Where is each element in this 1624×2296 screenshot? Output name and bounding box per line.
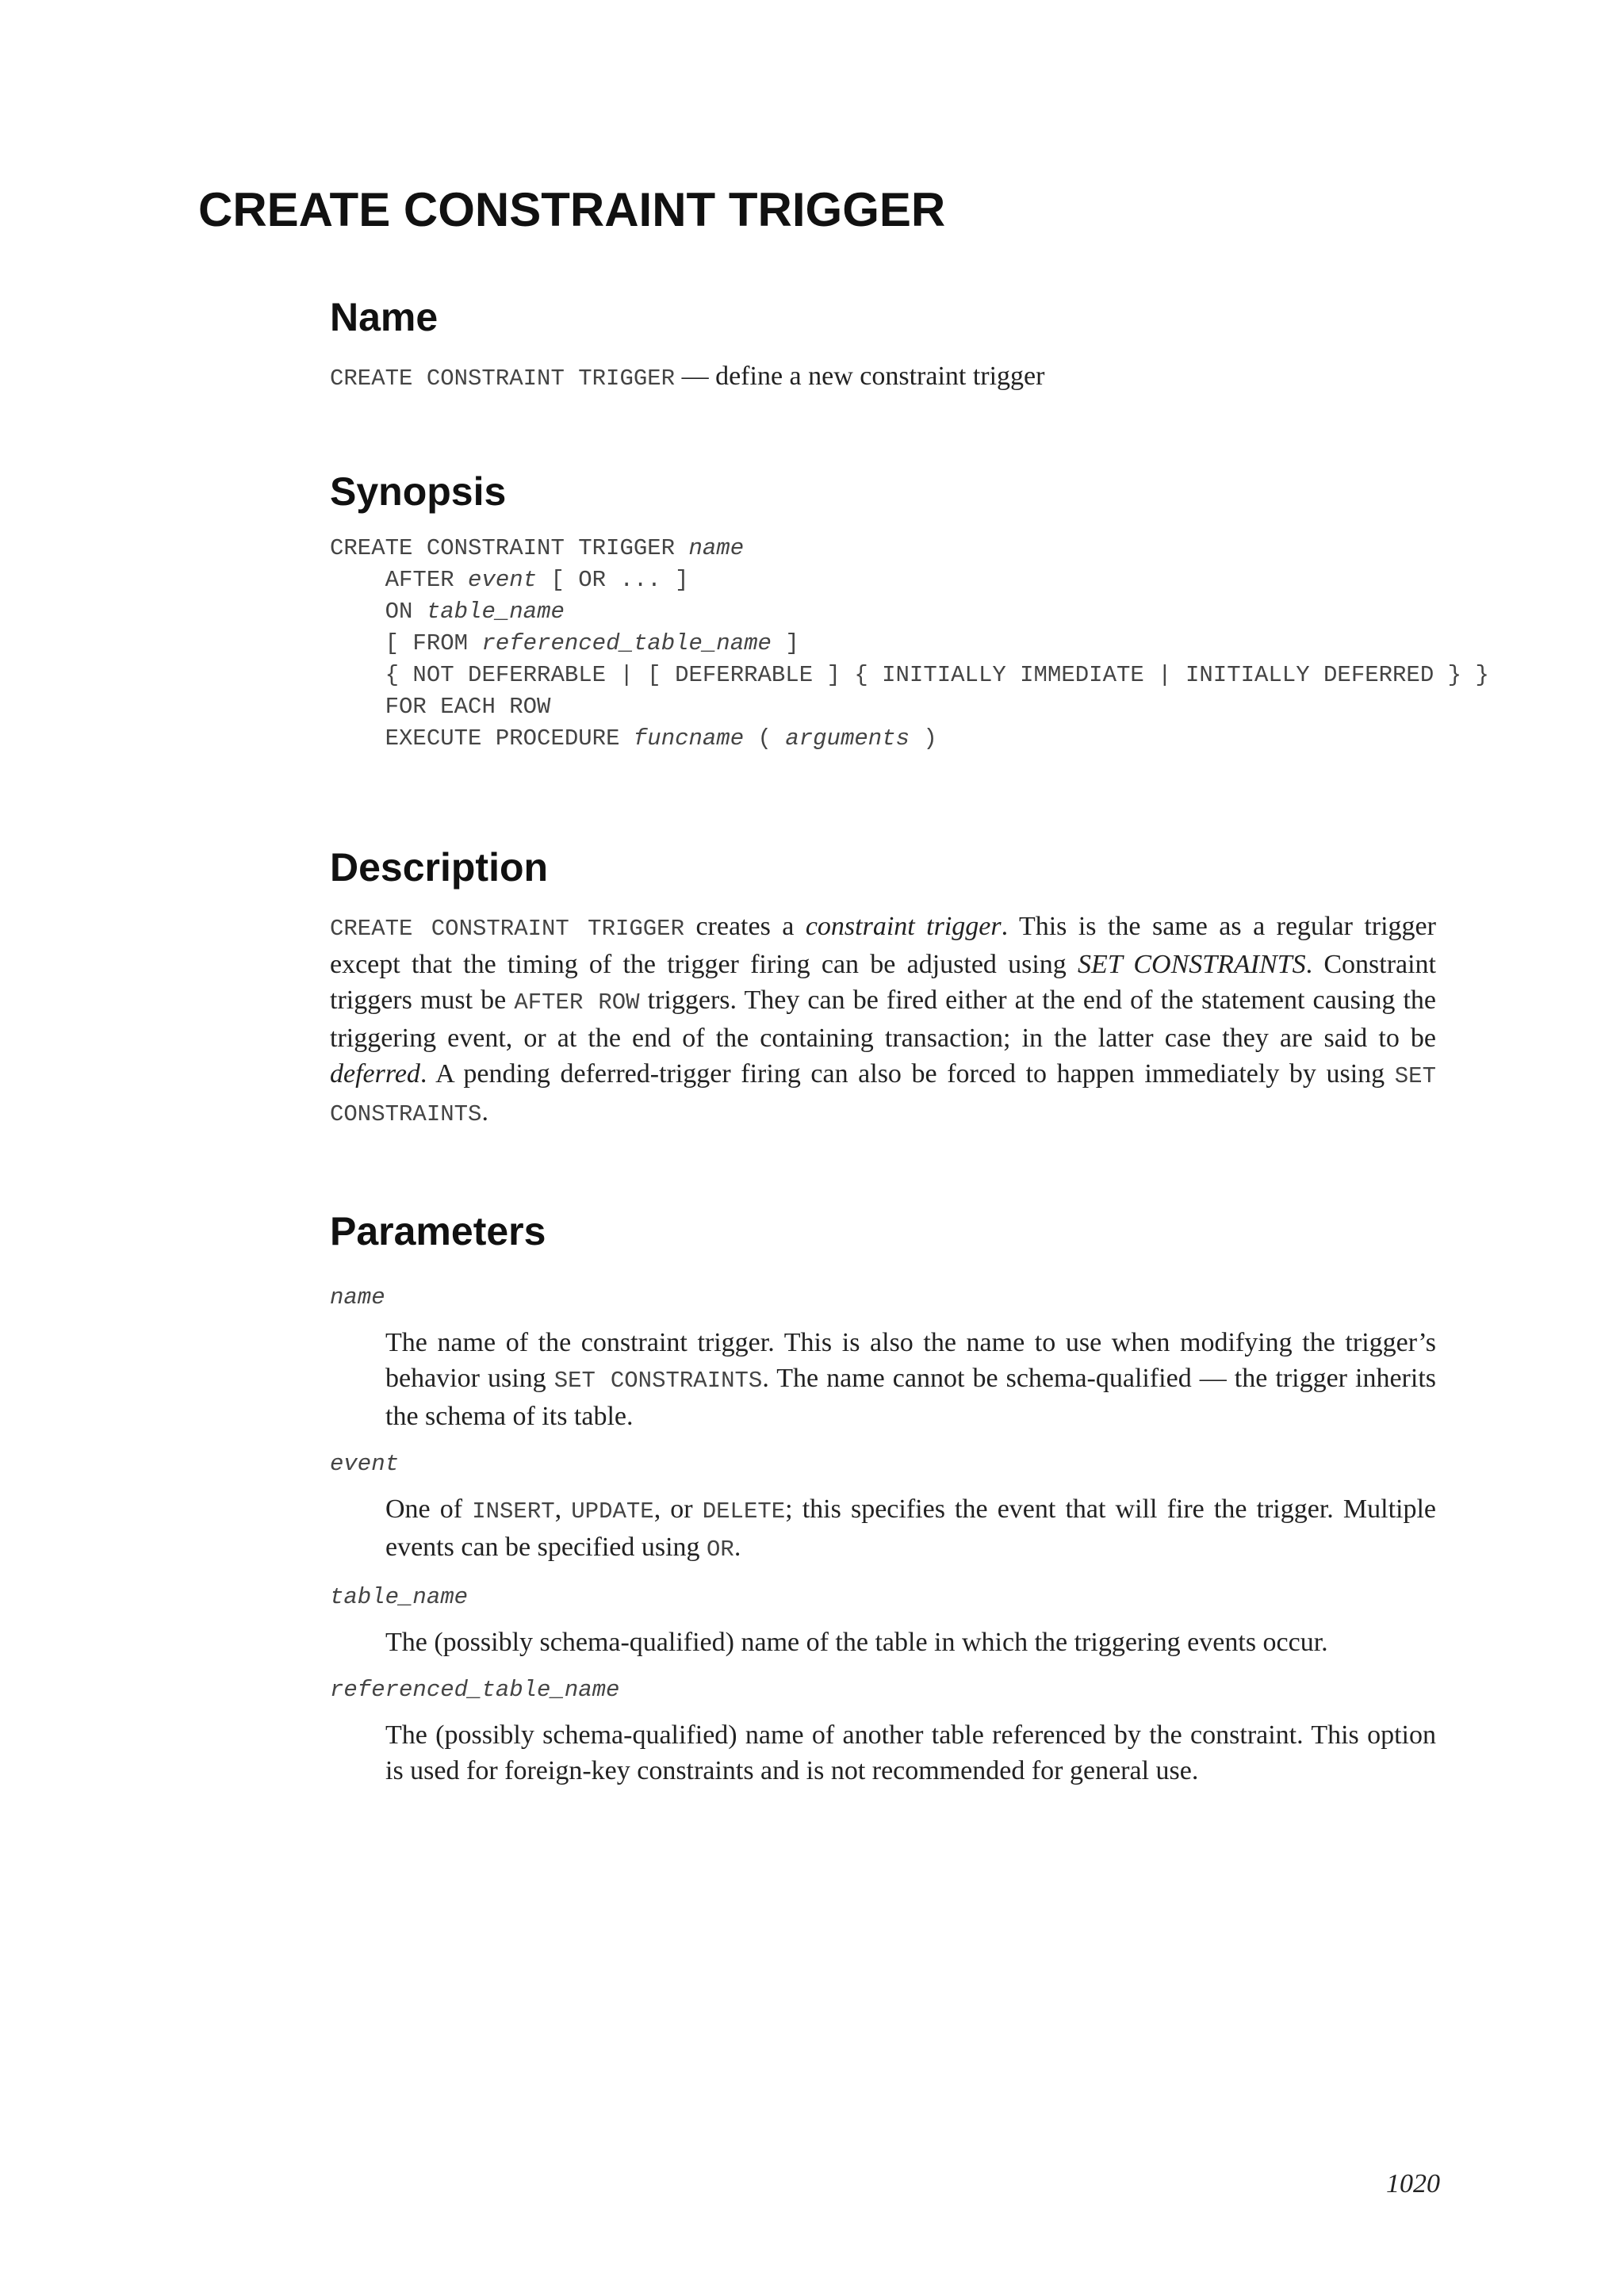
synopsis-line: EXECUTE PROCEDURE funcname ( arguments ) — [385, 725, 937, 752]
synopsis-code — [330, 533, 1489, 755]
param-term-referenced-table-name: referenced_table_name — [330, 1677, 620, 1703]
emphasis: deferred — [330, 1059, 420, 1089]
synopsis-line: AFTER event [ OR ... ] — [385, 567, 689, 593]
parameters-section — [330, 1207, 1440, 1789]
param-desc-name: The name of the constraint trigger. This is also the name to use when modifying the trigger’s behavior using SET CONSTRAINTS. The name cannot be schema-qualified — the trigger inherits the schema of its table. — [385, 1328, 1437, 1431]
inline-code: SET CONSTRAINTS — [330, 1063, 1436, 1127]
synopsis-line: FOR EACH ROW — [385, 694, 551, 720]
synopsis-line: CREATE CONSTRAINT TRIGGER name — [330, 535, 745, 561]
synopsis-line: { NOT DEFERRABLE | [ DEFERRABLE ] { INITIALLY IMMEDIATE | INITIALLY DEFERRED } } — [385, 662, 1489, 688]
inline-code: DELETE — [702, 1498, 786, 1525]
page-number: 1020 — [1386, 2169, 1440, 2198]
parameter-list — [330, 1282, 1440, 1789]
param-term-name: name — [330, 1284, 385, 1311]
name-command: CREATE CONSTRAINT TRIGGER — [330, 365, 676, 392]
param-placeholder: arguments — [785, 725, 910, 752]
inline-code: UPDATE — [571, 1498, 654, 1525]
parameters-heading: Parameters — [330, 1209, 546, 1253]
emphasis: constraint trigger — [805, 912, 1002, 941]
synopsis-line: [ FROM referenced_table_name ] — [385, 630, 799, 656]
param-placeholder: event — [468, 567, 538, 593]
param-desc-table-name: The (possibly schema-qualified) name of the table in which the triggering events occur. — [385, 1628, 1328, 1657]
description-heading: Description — [330, 845, 549, 890]
param-placeholder: referenced_table_name — [481, 630, 772, 656]
name-summary — [330, 358, 1440, 396]
name-description: — define a new constraint trigger — [675, 362, 1045, 391]
inline-code: INSERT — [472, 1498, 555, 1525]
inline-code: AFTER ROW — [514, 989, 640, 1016]
name-heading: Name — [330, 295, 439, 339]
inline-code: SET CONSTRAINTS — [553, 1368, 763, 1394]
inline-code: OR — [707, 1536, 734, 1563]
name-section — [330, 293, 1440, 396]
page-title: CREATE CONSTRAINT TRIGGER — [198, 183, 946, 236]
synopsis-heading: Synopsis — [330, 469, 507, 514]
synopsis-section — [330, 468, 1489, 755]
param-placeholder: table_name — [426, 599, 565, 625]
param-term-event: event — [330, 1451, 400, 1477]
emphasis: SET CONSTRAINTS — [1078, 950, 1306, 979]
page-content — [330, 293, 1489, 1789]
description-paragraph: CREATE CONSTRAINT TRIGGER creates a constraint trigger. This is the same as a regular trigger except that the timing of the trigger firing can be adjusted using SET CONSTRAINTS. Constraint triggers must be AFTER ROW triggers. They can be fired either at the end of the statement causing the triggering event, or at the end of the containing transaction; in the latter case they are said to be deferred. A pending deferred-trigger firing can also be forced to happen immediately by using SET CONSTRAINTS. — [330, 912, 1436, 1127]
synopsis-line: ON table_name — [385, 599, 565, 625]
param-desc-event: One of INSERT, UPDATE, or DELETE; this specifies the event that will fire the trigger. Multiple events can be specified using OR. — [385, 1494, 1437, 1563]
inline-code: CREATE CONSTRAINT TRIGGER — [330, 916, 684, 942]
description-section — [330, 844, 1440, 1132]
param-term-table-name: table_name — [330, 1584, 469, 1610]
param-placeholder: funcname — [633, 725, 745, 752]
param-desc-referenced-table-name: The (possibly schema-qualified) name of another table referenced by the constraint. This option is used for foreign-key constraints and is not recommended for general use. — [385, 1720, 1436, 1785]
param-placeholder: name — [688, 535, 745, 561]
